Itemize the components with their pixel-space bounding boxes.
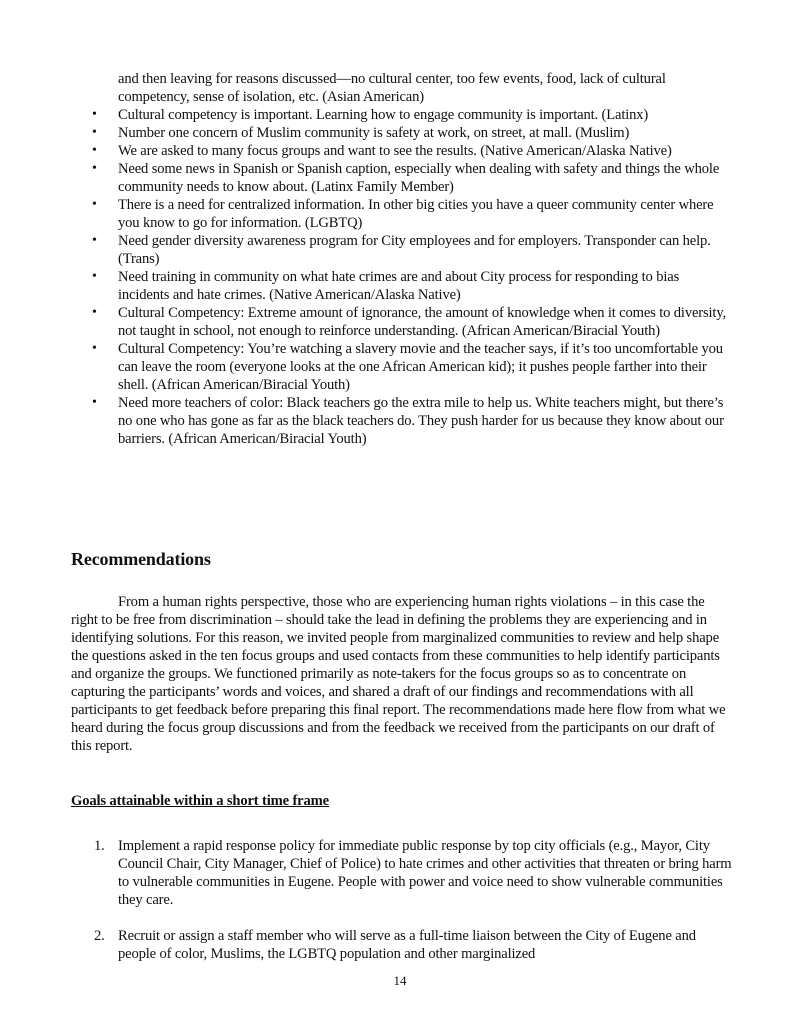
bullet-icon: • [92, 341, 97, 356]
goal-number: 2. [94, 928, 105, 944]
list-item-text: Cultural competency is important. Learning how to engage community is important. (Latinx) [118, 107, 649, 123]
bullet-icon: • [92, 395, 97, 410]
list-item [71, 196, 733, 232]
section-heading-recommendations: Recommendations [71, 549, 211, 569]
list-item-text: Cultural Competency: Extreme amount of ignorance, the amount of knowledge when it comes to diversity, not taught in school, not enough to reinforce understanding. (African American/Biracial Youth) [118, 305, 727, 339]
list-item-text: Need more teachers of color: Black teachers go the extra mile to help us. White teachers might, but there’s no one who has gone as far as the black teachers do. They push harder for us because they know about our barriers. (African American/Biracial Youth) [118, 395, 724, 447]
bullet-icon: • [92, 107, 97, 122]
bullet-icon: • [92, 305, 97, 320]
bullet-icon: • [92, 269, 97, 284]
goal-text: Implement a rapid response policy for immediate public response by top city officials (e.g., Mayor, City Council Chair, City Manager, Chief of Police) to hate crimes and other activities that threaten or bring harm to vulnerable communities in Eugene. People with power and voice need to show vulnerable communities they care. [118, 838, 732, 908]
list-item [71, 124, 733, 142]
list-item-text: Number one concern of Muslim community is safety at work, on street, at mall. (Muslim) [118, 125, 630, 141]
list-item [71, 340, 733, 394]
list-item [71, 268, 733, 304]
bullet-icon: • [92, 197, 97, 212]
bullet-icon: • [92, 233, 97, 248]
list-item [71, 160, 733, 196]
list-item-text: Cultural Competency: You’re watching a slavery movie and the teacher says, if it’s too uncomfortable you can leave the room (everyone looks at the one African American kid); it pushes people farther into their shell. (African American/Biracial Youth) [118, 341, 723, 393]
list-item [71, 304, 733, 340]
list-item-text: We are asked to many focus groups and want to see the results. (Native American/Alaska Native) [118, 143, 672, 159]
goal-item [71, 837, 733, 909]
document-page [71, 70, 733, 962]
goal-number: 1. [94, 838, 105, 854]
feedback-bullet-list [71, 70, 733, 448]
list-item [71, 142, 733, 160]
list-item [71, 106, 733, 124]
list-item [71, 232, 733, 268]
bullet-icon: • [92, 143, 97, 158]
bullet-icon: • [92, 161, 97, 176]
list-item-text: Need training in community on what hate crimes are and about City process for responding to bias incidents and hate crimes. (Native American/Alaska Native) [118, 269, 680, 303]
goals-list [71, 837, 733, 981]
list-item-text: Need gender diversity awareness program for City employees and for employers. Transponder can help. (Trans) [118, 233, 711, 267]
goal-item [71, 927, 733, 963]
list-item-text: There is a need for centralized information. In other big cities you have a queer community center where you know to go for information. (LGBTQ) [118, 197, 714, 231]
page-number: 14 [393, 973, 407, 988]
recommendations-paragraph: From a human rights perspective, those who are experiencing human rights violations – in this case the right to be free from discrimination – should take the lead in defining the problems they are experiencing and in identifying solutions. For this reason, we invited people from marginalized communities to review and help shape the questions asked in the ten focus groups and used contacts from these communities to help identify participants and organize the groups. We functioned primarily as note-takers for the focus groups so as to concentrate on capturing the participants’ words and voices, and shared a draft of our findings and recommendations with all participants to get feedback before preparing this final report. The recommendations made here flow from what we heard during the focus group discussions and from the feedback we received from the participants on our draft of this report. [71, 594, 726, 754]
list-item-text: and then leaving for reasons discussed—no cultural center, too few events, food, lack of cultural competency, sense of isolation, etc. (Asian American) [118, 71, 666, 105]
goals-subheading: Goals attainable within a short time frame [71, 793, 329, 809]
list-item-continued [71, 70, 733, 106]
goal-text: Recruit or assign a staff member who will serve as a full-time liaison between the City of Eugene and people of color, Muslims, the LGBTQ population and other marginalized [118, 928, 696, 962]
list-item [71, 394, 733, 448]
list-item-text: Need some news in Spanish or Spanish caption, especially when dealing with safety and things the whole community needs to know about. (Latinx Family Member) [118, 161, 720, 195]
bullet-icon: • [92, 125, 97, 140]
